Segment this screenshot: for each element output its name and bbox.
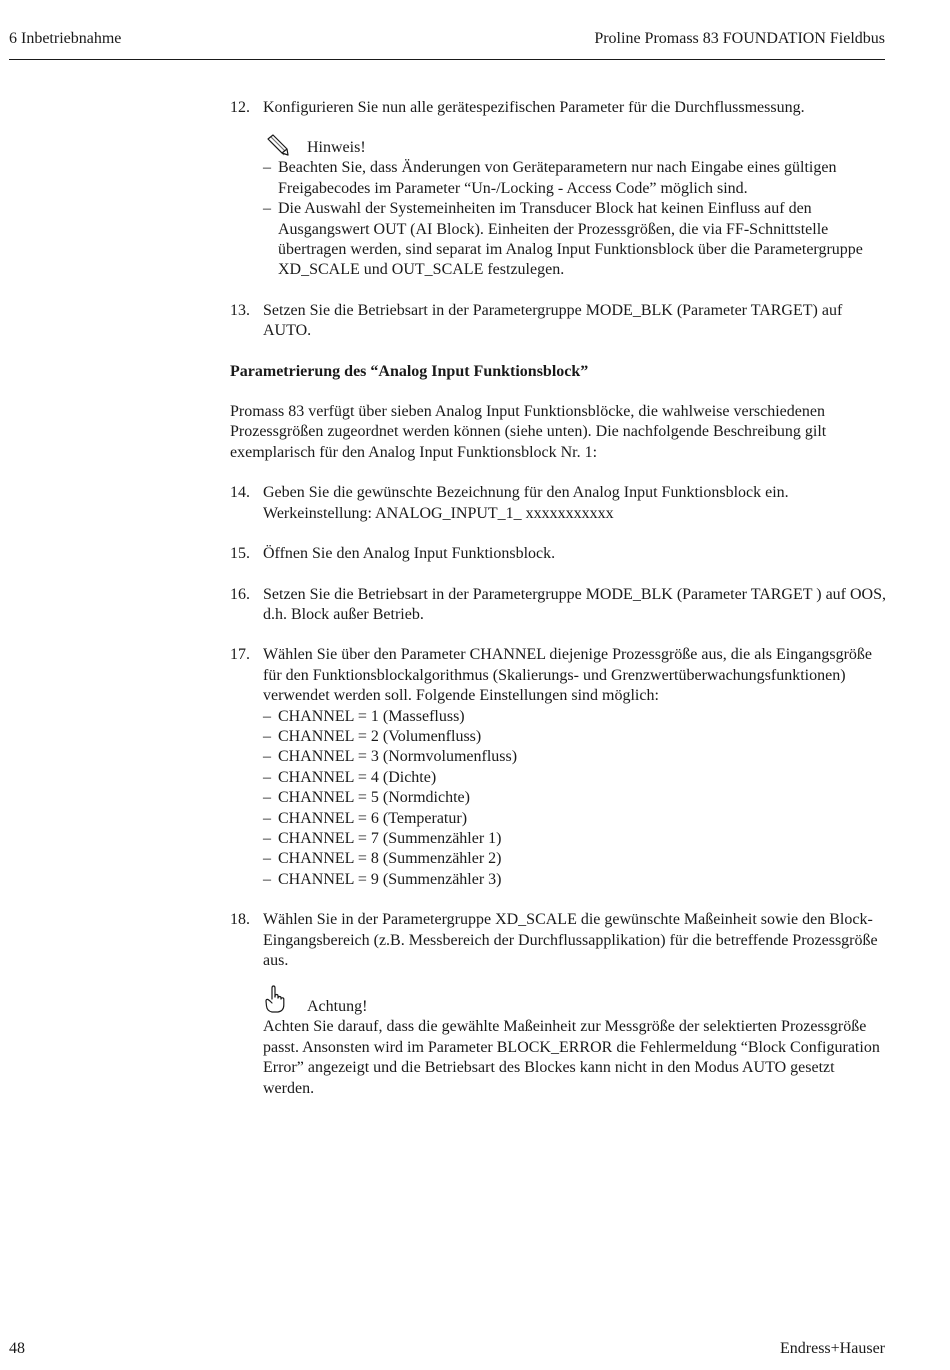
step-13 (230, 301, 886, 342)
channel-item: – CHANNEL = 5 (Normdichte) (263, 788, 886, 808)
channel-item: – CHANNEL = 1 (Massefluss) (263, 707, 886, 727)
document-title: Proline Promass 83 FOUNDATION Fieldbus (594, 30, 885, 47)
page-header (9, 30, 885, 48)
step-number: 15. (230, 545, 250, 563)
page-body (230, 98, 886, 1119)
channel-item: – CHANNEL = 8 (Summenzähler 2) (263, 849, 886, 869)
step-text: Wählen Sie in der Parametergruppe XD_SCALE die gewünschte Maßeinheit sowie den Block-Eingangsbereich (z.B. Messbereich der Durchflussapplikation) für die betreffende Prozessgröße aus. (263, 911, 878, 969)
note-item: – Die Auswahl der Systemeinheiten im Transducer Block hat keinen Einfluss auf den Ausgangswert OUT (AI Block). Einheiten der Prozessgrößen, die via FF-Schnittstelle übertragen werden, sind separat im Analog Input Funktionsblock über die Parametergruppe XD_SCALE und OUT_SCALE festzulegen. (263, 199, 886, 281)
channel-item: – CHANNEL = 7 (Summenzähler 1) (263, 829, 886, 849)
step-number: 16. (230, 585, 250, 603)
channel-item: – CHANNEL = 6 (Temperatur) (263, 809, 886, 829)
step-14 (230, 483, 886, 524)
step-number: 17. (230, 646, 250, 664)
step-16 (230, 585, 886, 626)
note-item: – Beachten Sie, dass Änderungen von Geräteparametern nur nach Eingabe eines gültigen Freigabecodes im Parameter “Un-/Locking - Access Code” möglich sind. (263, 158, 886, 199)
chapter-title: 6 Inbetriebnahme (9, 30, 122, 47)
section-intro: Promass 83 verfügt über sieben Analog Input Funktionsblöcke, die wahlweise verschiedenen Prozessgrößen zugeordnet werden können (siehe unten). Die nachfolgende Beschreibung gilt exemplarisch für den Analog Input Funktionsblock Nr. 1: (230, 403, 827, 461)
step-number: 14. (230, 484, 250, 502)
channel-item: – CHANNEL = 9 (Summenzähler 3) (263, 870, 886, 890)
caution-title: Achtung! (307, 998, 368, 1016)
step-text: Wählen Sie über den Parameter CHANNEL diejenige Prozessgröße aus, die als Eingangsgröße für den Funktionsblockalgorithmus (Skalierungs- und Grenzwertüberwachungsfunktionen) verwendet werden soll. Folgende Einstellungen sind möglich: (263, 646, 872, 705)
step-15 (230, 544, 886, 564)
step-number: 12. (230, 99, 250, 116)
pencil-icon (263, 132, 291, 158)
note-box (263, 138, 886, 280)
channel-list (263, 707, 886, 891)
channel-item: – CHANNEL = 2 (Volumenfluss) (263, 727, 886, 747)
step-12 (230, 98, 886, 281)
pointing-hand-icon (263, 985, 287, 1015)
caution-text: Achten Sie darauf, dass die gewählte Maßeinheit zur Messgröße der selektierten Prozessgröße passt. Ansonsten wird im Parameter BLOCK_ERROR die Fehlermeldung “Block Configuration Error” angezeigt und die Betriebsart des Blockes kann nicht in den Modus AUTO gesetzt werden. (263, 1018, 880, 1097)
note-heading (263, 138, 886, 158)
step-number: 13. (230, 301, 250, 319)
page-number: 48 (9, 1340, 25, 1357)
step-text: Öffnen Sie den Analog Input Funktionsblock. (263, 545, 556, 563)
page-footer (9, 1340, 885, 1358)
factory-setting: Werkeinstellung: ANALOG_INPUT_1_ xxxxxxxxxxx (263, 504, 614, 522)
caution-box (263, 987, 886, 1099)
caution-heading (263, 987, 886, 1017)
step-text: Konfigurieren Sie nun alle gerätespezifischen Parameter für die Durchflussmessung. (263, 99, 805, 116)
step-text: Setzen Sie die Betriebsart in der Parametergruppe MODE_BLK (Parameter TARGET ) auf OOS, d.h. Block außer Betrieb. (263, 585, 886, 623)
channel-item: – CHANNEL = 3 (Normvolumenfluss) (263, 747, 886, 767)
step-17 (230, 645, 886, 890)
brand-name: Endress+Hauser (780, 1340, 885, 1357)
note-title: Hinweis! (307, 139, 366, 157)
step-number: 18. (230, 911, 250, 929)
step-text: Geben Sie die gewünschte Bezeichnung für den Analog Input Funktionsblock ein. (263, 484, 789, 502)
section-heading: Parametrierung des “Analog Input Funktionsblock” (230, 362, 589, 380)
step-18 (230, 910, 886, 1099)
channel-item: – CHANNEL = 4 (Dichte) (263, 768, 886, 788)
header-divider (9, 59, 885, 60)
step-text: Setzen Sie die Betriebsart in der Parametergruppe MODE_BLK (Parameter TARGET) auf AUTO. (263, 301, 843, 340)
